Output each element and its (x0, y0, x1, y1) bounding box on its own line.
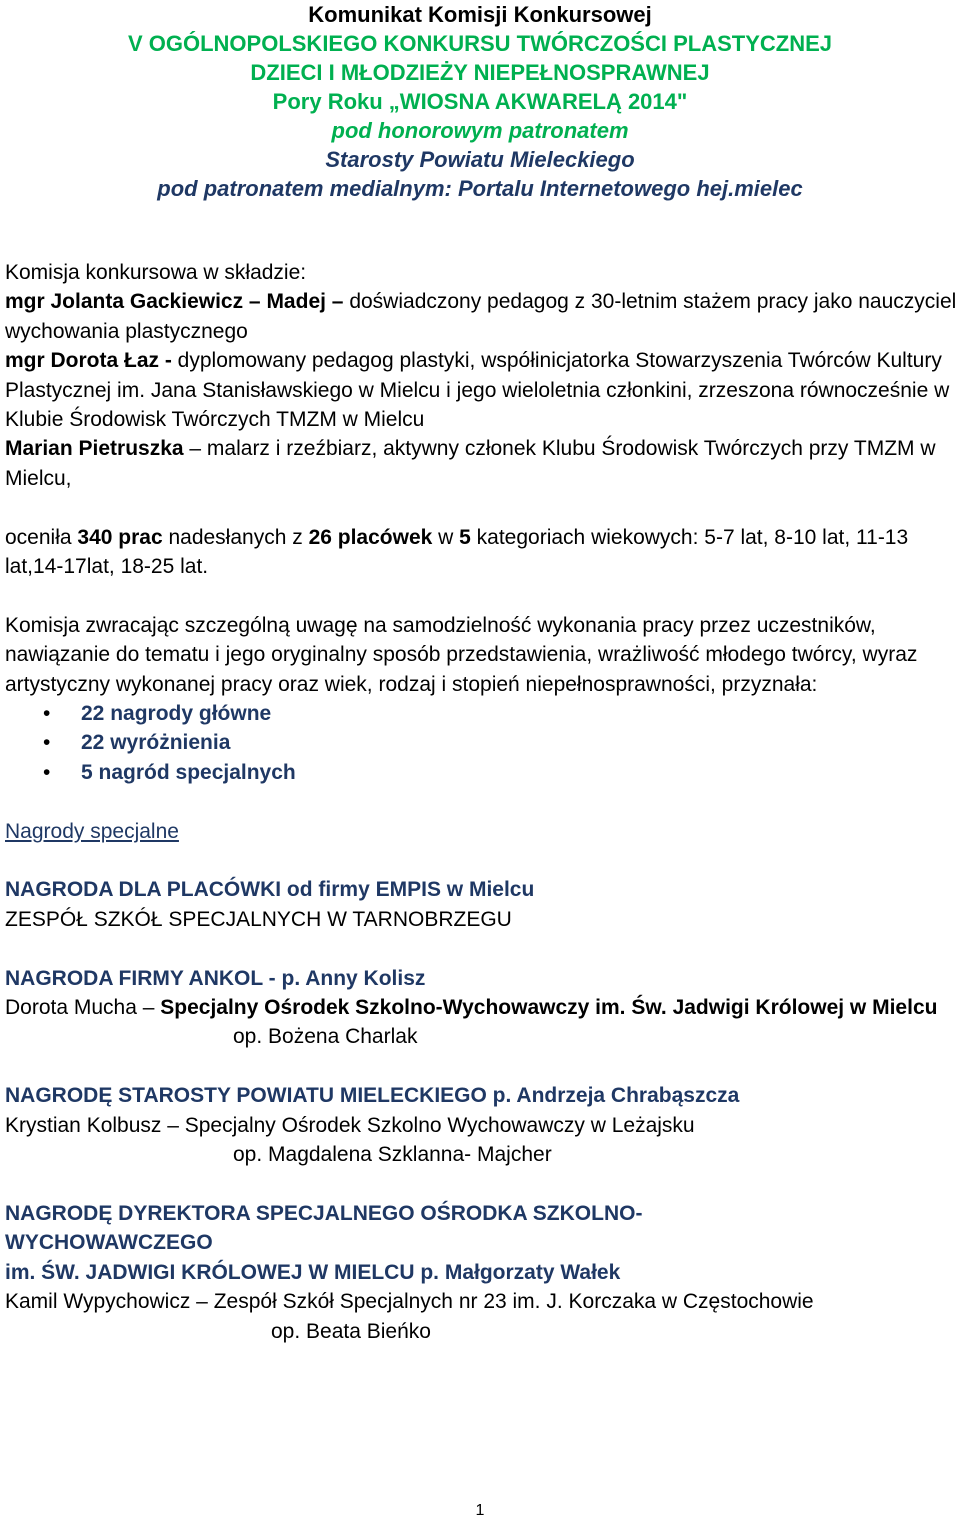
jury-member-2-desc: dyplomowany pedagog plastyki, współinicjatorka Stowarzyszenia Twórców Kultury Plastycznej im. Jana Stanisławskiego w Mielcu i jego wieloletnia członkini, zrzeszona równocześnie w Klubie Środowisk Twórczych TMZM w Mielcu (5, 349, 950, 432)
list-item (5, 728, 957, 757)
award-1-title: NAGRODA DLA PLACÓWKI od firmy EMPIS w Mielcu (5, 878, 535, 902)
header-title: Komunikat Komisji Konkursowej (308, 2, 652, 27)
evaluation-text-1: oceniła (5, 525, 78, 549)
header-patronage-label: pod honorowym patronatem (331, 118, 629, 143)
prize-special: 5 nagród specjalnych (81, 760, 296, 784)
jury-member-2-name: mgr Dorota Łaz - (5, 349, 172, 373)
award-4-title: NAGRODĘ DYREKTORA SPECJALNEGO OŚRODKA SZKOLNO-WYCHOWAWCZEGO (5, 1201, 643, 1255)
header-contest-theme: Pory Roku „WIOSNA AKWARELĄ 2014" (272, 89, 688, 114)
jury-member-3-desc: – malarz i rzeźbiarz, aktywny członek Klubu Środowisk Twórczych przy TMZM w Mielcu, (5, 437, 936, 490)
award-1-winner: ZESPÓŁ SZKÓŁ SPECJALNYCH W TARNOBRZEGU (5, 907, 512, 931)
award-3-winner: Krystian Kolbusz – Specjalny Ośrodek Szkolno Wychowawczy w Leżajsku (5, 1113, 695, 1137)
jury-member-1 (5, 287, 957, 346)
jury-member-3 (5, 434, 957, 493)
categories-count: 5 (459, 525, 471, 549)
document-header (0, 0, 960, 203)
header-contest-name: V OGÓLNOPOLSKIEGO KONKURSU TWÓRCZOŚCI PLASTYCZNEJ (127, 31, 833, 56)
page-number: 1 (475, 1502, 485, 1519)
award-2-student: Dorota Mucha – (5, 996, 161, 1020)
jury-member-2 (5, 346, 957, 434)
header-media-patron: pod patronatem medialnym: Portalu Internetowego hej.mielec (157, 176, 803, 201)
evaluation-criteria: Komisja zwracając szczególną uwagę na samodzielność wykonania pracy przez uczestników, nawiązanie do tematu i jego oryginalny sposób przedstawienia, wrażliwość młodego twórcy, wyraz artystyczny wykonanej pracy oraz wiek, rodzaj i stopień niepełnosprawności, przyznała: (5, 613, 918, 696)
places-count: 26 placówek (308, 525, 433, 549)
award-4-winner: Kamil Wypychowicz – Zespół Szkół Specjalnych nr 23 im. J. Korczaka w Częstochowie (5, 1290, 814, 1314)
document-body (5, 258, 957, 1346)
award-2-teacher: op. Bożena Charlak (233, 1025, 418, 1049)
list-item (5, 758, 957, 787)
jury-member-1-desc: doświadczony pedagog z 30-letnim stażem pracy jako nauczyciel wychowania plastycznego (5, 290, 957, 343)
evaluation-summary (5, 523, 957, 582)
award-2-title: NAGRODA FIRMY ANKOL - p. Anny Kolisz (5, 966, 426, 990)
bullet-icon: • (43, 731, 51, 755)
bullet-icon: • (43, 702, 51, 726)
jury-intro: Komisja konkursowa w składzie: (5, 261, 307, 284)
award-2-school: Specjalny Ośrodek Szkolno-Wychowawczy im. Św. Jadwigi Królowej w Mielcu (160, 996, 938, 1020)
award-2-winner (5, 993, 957, 1022)
prize-main: 22 nagrody główne (81, 702, 272, 726)
header-contest-subtitle: DZIECI I MŁODZIEŻY NIEPEŁNOSPRAWNEJ (250, 60, 710, 85)
award-4-title-continued: im. ŚW. JADWIGI KRÓLOWEJ W MIELCU p. Małgorzaty Wałek (5, 1260, 621, 1284)
prize-list (5, 699, 957, 787)
evaluation-text-2: nadesłanych z (162, 525, 309, 549)
jury-member-1-name: mgr Jolanta Gackiewicz – Madej – (5, 290, 344, 314)
works-count: 340 prac (77, 525, 163, 549)
special-awards-heading (5, 817, 957, 846)
award-3-teacher: op. Magdalena Szklanna- Majcher (233, 1143, 552, 1167)
bullet-icon: • (43, 760, 51, 784)
award-4-teacher: op. Beata Bieńko (271, 1319, 431, 1343)
list-item (5, 699, 957, 728)
award-3-title: NAGRODĘ STAROSTY POWIATU MIELECKIEGO p. Andrzeja Chrabąszcza (5, 1084, 740, 1108)
prize-distinctions: 22 wyróżnienia (81, 731, 231, 755)
jury-member-3-name: Marian Pietruszka (5, 437, 184, 461)
evaluation-text-4: kategoriach wiekowych: 5-7 lat, 8-10 lat, 11-13 lat,14-17lat, 18-25 lat. (5, 525, 909, 579)
special-awards-heading-text: Nagrody specjalne (5, 819, 179, 843)
header-patron: Starosty Powiatu Mieleckiego (325, 147, 635, 172)
evaluation-text-3: w (432, 525, 460, 549)
